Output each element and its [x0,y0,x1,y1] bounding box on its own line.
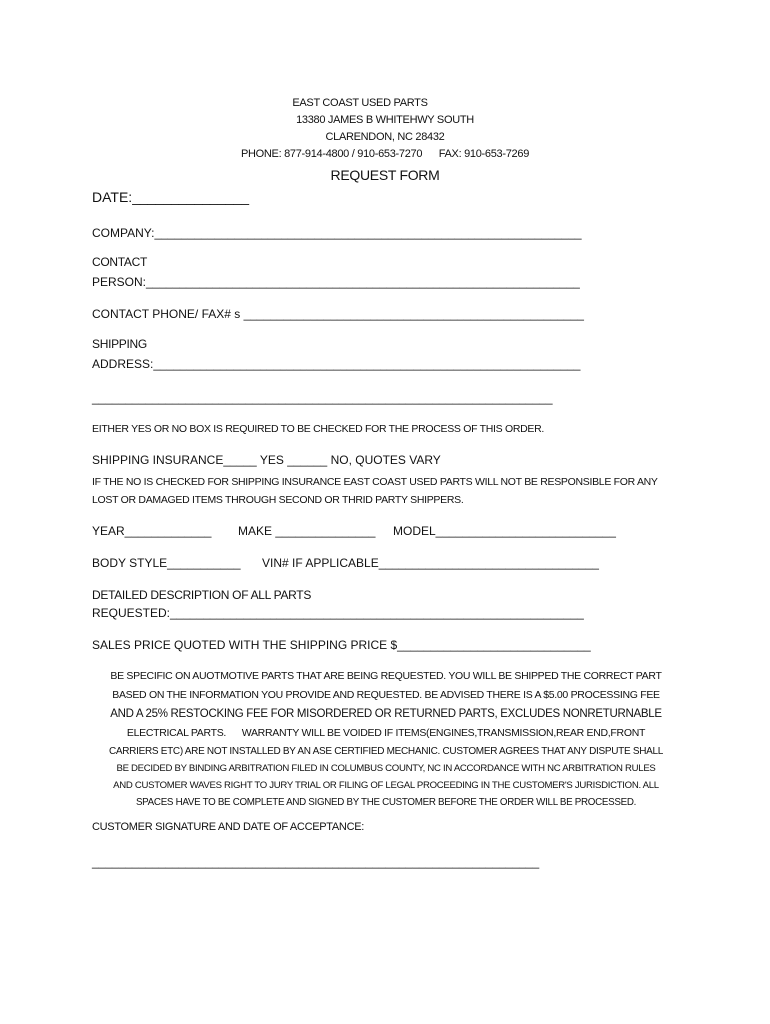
contact-label: CONTACT [92,255,148,269]
year-field[interactable]: YEAR_____________ [92,524,212,538]
description-label: DETAILED DESCRIPTION OF ALL PARTS [92,588,312,602]
shipping-insurance-field[interactable]: SHIPPING INSURANCE_____ YES ______ NO, QUOTES VARY [92,453,441,467]
form-title: REQUEST FORM [330,167,440,183]
disclaimer-line: CARRIERS ETC) ARE NOT INSTALLED BY AN ASE CERTIFIED MECHANIC. CUSTOMER AGREES THAT ANY DISPUTE SHALL [108,746,664,757]
no-insurance-note-line-2: LOST OR DAMAGED ITEMS THROUGH SECOND OR THRID PARTY SHIPPERS. [92,494,464,506]
make-field[interactable]: MAKE _______________ [238,524,376,538]
signature-label: CUSTOMER SIGNATURE AND DATE OF ACCEPTANCE: [92,821,365,833]
body-style-field[interactable]: BODY STYLE___________ [92,556,241,570]
disclaimer-line: BASED ON THE INFORMATION YOU PROVIDE AND REQUESTED. BE ADVISED THERE IS A $5.00 PROCESSING FEE [112,689,660,701]
company-name: EAST COAST USED PARTS [292,97,428,109]
sales-price-field[interactable]: SALES PRICE QUOTED WITH THE SHIPPING PRICE $_____________________________ [92,638,591,652]
company-field[interactable]: COMPANY:________________________________________________________________ [92,226,582,240]
shipping-address-extra-line[interactable]: _____________________________________________________________________ [92,391,553,405]
disclaimer-line: ELECTRICAL PARTS. WARRANTY WILL BE VOIDED IF ITEMS(ENGINES,TRANSMISSION,REAR END,FRONT [126,727,646,739]
disclaimer-line: SPACES HAVE TO BE COMPLETE AND SIGNED BY THE CUSTOMER BEFORE THE ORDER WILL BE PROCESSED. [135,797,637,808]
date-field[interactable]: DATE:_______________ [92,189,249,205]
vin-field[interactable]: VIN# IF APPLICABLE_________________________________ [262,556,599,570]
disclaimer-line: BE DECIDED BY BINDING ARBITRATION FILED IN COLUMBUS COUNTY, NC IN ACCORDANCE WITH NC ARBITRATION RULES [116,763,656,774]
company-street: 13380 JAMES B WHITEHWY SOUTH [296,114,474,126]
model-field[interactable]: MODEL___________________________ [393,524,616,538]
disclaimer-line: AND CUSTOMER WAVES RIGHT TO JURY TRIAL OR FILING OF LEGAL PROCEEDING IN THE CUSTOMER'S JURISDICTION. ALL [113,780,659,791]
disclaimer-line: AND A 25% RESTOCKING FEE FOR MISORDERED OR RETURNED PARTS, EXCLUDES NONRETURNABLE [110,708,662,720]
contact-phone-fax-field[interactable]: CONTACT PHONE/ FAX# s ___________________________________________________ [92,307,584,321]
yes-no-required-note: EITHER YES OR NO BOX IS REQUIRED TO BE CHECKED FOR THE PROCESS OF THIS ORDER. [92,423,545,435]
no-insurance-note-line-1: IF THE NO IS CHECKED FOR SHIPPING INSURANCE EAST COAST USED PARTS WILL NOT BE RESPONSIBLE FOR ANY [92,476,658,488]
company-city: CLARENDON, NC 28432 [325,131,445,143]
contact-person-field[interactable]: PERSON:_________________________________________________________________ [92,275,580,289]
disclaimer-line: BE SPECIFIC ON AUOTMOTIVE PARTS THAT ARE BEING REQUESTED. YOU WILL BE SHIPPED THE CORRECT PART [110,670,662,682]
shipping-label: SHIPPING [92,337,147,351]
signature-line[interactable]: ___________________________________________________________________ [92,855,540,869]
disclaimer-paragraph [92,670,680,814]
shipping-address-field[interactable]: ADDRESS:________________________________________________________________ [92,357,581,371]
description-field[interactable]: REQUESTED:______________________________________________________________ [92,606,584,620]
company-phone-fax: PHONE: 877-914-4800 / 910-653-7270 FAX: 910-653-7269 [240,148,530,160]
